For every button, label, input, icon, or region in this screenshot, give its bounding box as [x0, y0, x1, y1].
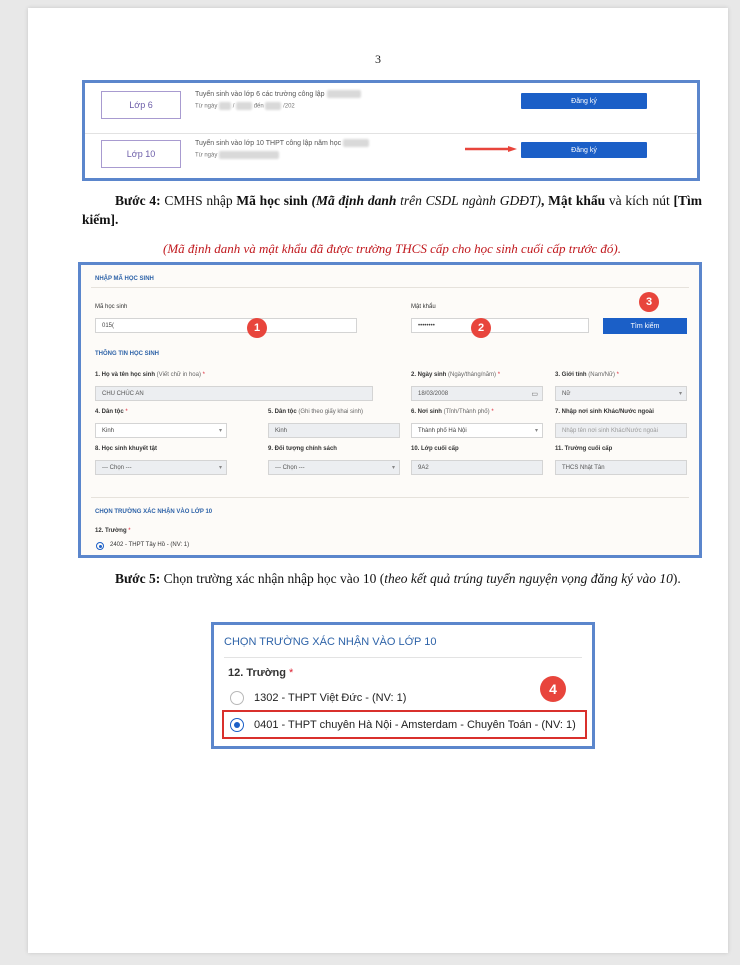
student-form-screenshot: [78, 262, 702, 558]
page-number: 3: [375, 52, 381, 66]
field-label-ethnicity: 4. Dân tộc *: [95, 409, 128, 415]
calendar-icon[interactable]: ▭: [531, 391, 538, 398]
password-label: Mật khẩu: [411, 304, 436, 310]
student-code-label: Mã học sinh: [95, 304, 128, 310]
registration-row-grade6: [85, 85, 697, 131]
policy-select[interactable]: --- Chọn --- ▾: [268, 460, 400, 475]
birthplace-select[interactable]: Thành phố Hà Nội ▾: [411, 423, 543, 438]
dob-input[interactable]: 18/03/2008 ▭: [411, 386, 543, 401]
grade-6-title: Tuyển sinh vào lớp 6 các trường công lập: [195, 90, 361, 98]
field-label-ethnicity-birthcert: 5. Dân tộc (Ghi theo giấy khai sinh): [268, 409, 364, 415]
step4-paragraph: Bước 4: CMHS nhập Mã học sinh (Mã định danh trên CSDL ngành GDĐT), Mật khẩu và kích nút [Tìm kiếm].: [82, 193, 702, 227]
step-badge-1: 1: [247, 318, 267, 338]
divider: [224, 657, 582, 658]
step5-paragraph: Bước 5: Chọn trường xác nhận nhập học vào 10 (theo kết quả trúng tuyển nguyện vọng đăng ký vào 10).: [115, 571, 681, 586]
school-option-2-radio[interactable]: [230, 718, 244, 732]
grade-10-box[interactable]: Lớp 10: [101, 140, 181, 168]
step-badge-4: 4: [540, 676, 566, 702]
fullname-input[interactable]: CHU CHÚC AN: [95, 386, 373, 401]
step-badge-2: 2: [471, 318, 491, 338]
choose-school-title: CHỌN TRƯỜNG XÁC NHẬN VÀO LỚP 10: [224, 636, 437, 648]
section-choose-school: CHỌN TRƯỜNG XÁC NHẬN VÀO LỚP 10: [95, 509, 213, 515]
password-input[interactable]: ••••••••: [411, 318, 589, 333]
field-label-last-class: 10. Lớp cuối cấp: [411, 446, 459, 452]
pointer-arrow-icon: [465, 146, 517, 152]
school-option-1-radio[interactable]: [230, 691, 244, 705]
document-page: [28, 8, 728, 953]
school-option-text: 2402 - THPT Tây Hồ - (NV: 1): [110, 542, 190, 548]
student-code-input[interactable]: 015(: [95, 318, 357, 333]
register-grade6-button[interactable]: Đăng ký: [521, 93, 647, 109]
section-student-info: THÔNG TIN HỌC SINH: [95, 351, 159, 357]
registration-screenshot: [82, 80, 700, 181]
field-label-dob: 2. Ngày sinh (Ngày/tháng/năm) *: [411, 372, 501, 378]
search-button[interactable]: Tìm kiếm: [603, 318, 687, 334]
divider: [91, 287, 689, 288]
grade-10-dates: Từ ngày: [195, 151, 279, 159]
field-label-disability: 8. Học sinh khuyết tật: [95, 446, 158, 452]
school-option-2-text: 0401 - THPT chuyên Hà Nội - Amsterdam - Chuyên Toán - (NV: 1): [254, 719, 576, 731]
step-badge-3: 3: [639, 292, 659, 312]
field-label-last-school: 11. Trường cuối cấp: [555, 446, 613, 452]
grade-10-title: Tuyển sinh vào lớp 10 THPT công lập năm học: [195, 139, 369, 147]
field-label-birthplace: 6. Nơi sinh (Tỉnh/Thành phố) *: [411, 409, 494, 415]
last-school-input[interactable]: THCS Nhật Tân: [555, 460, 687, 475]
registration-row-grade10: [85, 133, 697, 179]
section-enter-code: NHẬP MÃ HỌC SINH: [95, 276, 154, 282]
step4-note: (Mã định danh và mật khẩu đã được trường THCS cấp cho học sinh cuối cấp trước đó).: [162, 241, 622, 256]
disability-select[interactable]: --- Chọn --- ▾: [95, 460, 227, 475]
school-radio-selected[interactable]: [96, 542, 104, 550]
grade-6-dates: Từ ngày / đến /202: [195, 103, 295, 110]
ethnicity-select[interactable]: Kinh ▾: [95, 423, 227, 438]
field-label-birthplace-other: 7. Nhập nơi sinh Khác/Nước ngoài: [555, 409, 654, 415]
field-label-fullname: 1. Họ và tên học sinh (Viết chữ in hoa) *: [95, 372, 205, 378]
ethnicity-birthcert-input[interactable]: Kinh: [268, 423, 400, 438]
school-label: 12. Trường *: [228, 667, 294, 679]
birthplace-other-input[interactable]: Nhập tên nơi sinh Khác/Nước ngoài: [555, 423, 687, 438]
last-class-input[interactable]: 9A2: [411, 460, 543, 475]
school-option-1-text: 1302 - THPT Việt Đức - (NV: 1): [254, 692, 407, 704]
register-grade10-button[interactable]: Đăng ký: [521, 142, 647, 158]
school-label: 12. Trường *: [95, 528, 131, 534]
field-label-policy: 9. Đối tượng chính sách: [268, 446, 337, 452]
grade-6-box[interactable]: Lớp 6: [101, 91, 181, 119]
divider: [91, 497, 689, 498]
choose-school-screenshot: [211, 622, 595, 749]
gender-select[interactable]: Nữ ▾: [555, 386, 687, 401]
field-label-gender: 3. Giới tính (Nam/Nữ) *: [555, 372, 619, 378]
